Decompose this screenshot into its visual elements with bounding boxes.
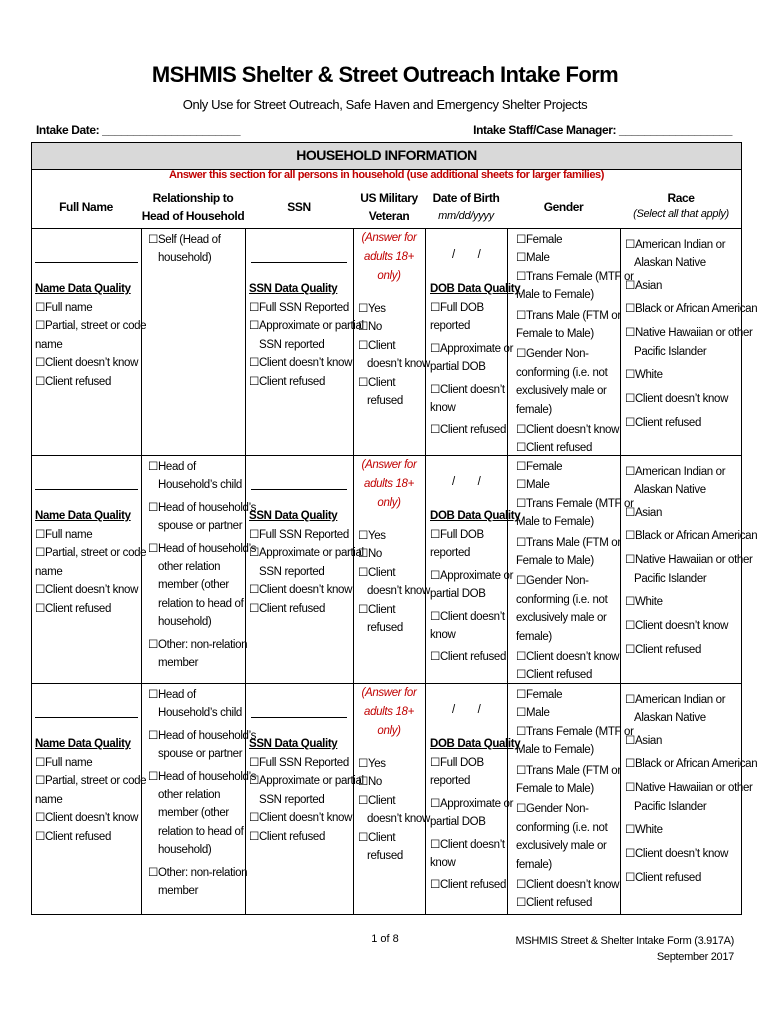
veteran-option[interactable]: ☐ Client <box>358 829 395 847</box>
footer-form-info <box>516 933 735 965</box>
ssn-quality-option[interactable]: ☐ Client refused <box>249 600 325 618</box>
header-relationship-2: Head of Household <box>141 209 245 223</box>
footer-form-date: September 2017 <box>656 951 734 963</box>
race-option-cont: Pacific Islander <box>634 573 707 585</box>
dob-quality-option[interactable]: ☐ Approximate or <box>430 567 513 585</box>
name-quality-option[interactable]: ☐ Client refused <box>35 828 111 846</box>
race-option[interactable]: ☐ Asian <box>625 504 662 522</box>
name-quality-option[interactable]: ☐ Full name <box>35 526 92 544</box>
header-relationship-1: Relationship to <box>152 191 234 205</box>
gender-option[interactable]: ☐ Gender Non- <box>516 345 589 363</box>
ssn-quality-option[interactable]: ☐ Client refused <box>249 828 325 846</box>
form-subtitle: Only Use for Street Outreach, Safe Haven and Emergency Shelter Projects <box>182 97 588 112</box>
form-title: MSHMIS Shelter & Street Outreach Intake Form <box>151 62 619 87</box>
section-title: HOUSEHOLD INFORMATION <box>296 147 477 163</box>
race-option[interactable]: ☐ Asian <box>625 277 662 295</box>
name-quality-option-cont: name <box>35 338 63 351</box>
gender-option[interactable]: ☐ Trans Male (FTM or <box>516 534 621 552</box>
race-option[interactable]: ☐ White <box>625 366 663 384</box>
gender-option-cont: female) <box>516 858 552 871</box>
dob-quality-option[interactable]: ☐ Approximate or <box>430 340 513 358</box>
gender-option[interactable]: ☐ Client doesn’t know <box>516 876 619 894</box>
race-option[interactable]: ☐ White <box>625 821 663 839</box>
dob-quality-title: DOB Data Quality <box>430 510 521 522</box>
header-dob-format: mm/dd/yyyy <box>438 210 494 222</box>
gender-option[interactable]: ☐ Client refused <box>516 439 592 457</box>
relationship-option-cont: household) <box>158 616 212 629</box>
dob-quality-option[interactable]: ☐ Full DOB <box>430 754 484 772</box>
ssn-quality-option[interactable]: ☐ Approximate or partial <box>249 772 364 790</box>
veteran-option-cont: doesn’t know <box>367 358 430 371</box>
relationship-option-cont: spouse or partner <box>158 520 243 533</box>
dob-quality-option[interactable]: ☐ Client refused <box>430 876 506 894</box>
dob-entry[interactable]: / / <box>452 476 481 488</box>
race-option[interactable]: ☐ Native Hawaiian or other <box>625 551 753 569</box>
dob-quality-option[interactable]: ☐ Client doesn’t <box>430 608 505 626</box>
race-option[interactable]: ☐ Black or African American <box>625 527 757 545</box>
ssn-quality-title: SSN Data Quality <box>249 510 338 522</box>
relationship-option-cont: relation to head of <box>158 597 244 610</box>
ssn-blank[interactable] <box>251 489 347 490</box>
name-quality-option[interactable]: ☐ Client doesn’t know <box>35 354 138 372</box>
race-option[interactable]: ☐ American Indian or <box>625 463 725 481</box>
race-option[interactable]: ☐ Client doesn’t know <box>625 845 728 863</box>
name-quality-option[interactable]: ☐ Partial, street or code <box>35 317 146 335</box>
gender-option[interactable]: ☐ Male <box>516 704 550 722</box>
relationship-option-cont: household) <box>158 844 212 857</box>
veteran-option-cont: doesn’t know <box>367 585 430 598</box>
relationship-option[interactable]: ☐ Other: non-relation <box>148 636 247 654</box>
veteran-option[interactable]: ☐ Client <box>358 564 395 582</box>
gender-option[interactable]: ☐ Gender Non- <box>516 800 589 818</box>
ssn-quality-option[interactable]: ☐ Client doesn’t know <box>249 581 352 599</box>
gender-option[interactable]: ☐ Client refused <box>516 894 592 912</box>
header-ssn: SSN <box>287 200 311 214</box>
name-quality-option[interactable]: ☐ Partial, street or code <box>35 544 146 562</box>
name-quality-option-cont: name <box>35 793 63 806</box>
ssn-quality-option[interactable]: ☐ Client refused <box>249 373 325 391</box>
header-race-note: (Select all that apply) <box>633 208 729 220</box>
relationship-option-cont: relation to head of <box>158 825 244 838</box>
dob-quality-option-cont: reported <box>430 320 471 333</box>
ssn-quality-title: SSN Data Quality <box>249 283 338 295</box>
dob-quality-option-cont: reported <box>430 547 471 560</box>
gender-option[interactable]: ☐ Male <box>516 249 550 267</box>
relationship-option-cont: member <box>158 657 199 669</box>
relationship-option-cont: spouse or partner <box>158 748 243 761</box>
gender-option[interactable]: ☐ Client refused <box>516 666 592 684</box>
veteran-option[interactable]: ☐ No <box>358 545 382 563</box>
ssn-quality-option[interactable]: ☐ Client doesn’t know <box>249 809 352 827</box>
relationship-option-cont: other relation <box>158 561 221 573</box>
relationship-option[interactable]: ☐ Head of household’s <box>148 768 256 786</box>
veteran-note: adults 18+ <box>364 706 414 718</box>
race-option-cont: Pacific Islander <box>634 801 707 813</box>
veteran-option-cont: refused <box>367 395 403 407</box>
gender-option[interactable]: ☐ Trans Female (MTF or <box>516 268 634 286</box>
gender-option-cont: Female to Male) <box>516 328 594 340</box>
veteran-note: (Answer for <box>361 687 417 699</box>
name-quality-title: Name Data Quality <box>35 283 131 295</box>
gender-option-cont: exclusively male or <box>516 840 607 853</box>
dob-quality-option[interactable]: ☐ Client doesn’t <box>430 381 505 399</box>
column-divider <box>245 228 246 915</box>
relationship-option[interactable]: ☐ Head of household’s <box>148 540 256 558</box>
relationship-option[interactable]: ☐ Head of household’s <box>148 499 256 517</box>
veteran-option[interactable]: ☐ Client <box>358 792 395 810</box>
veteran-option[interactable]: ☐ No <box>358 318 382 336</box>
header-dob: Date of Birth <box>432 191 500 205</box>
name-quality-title: Name Data Quality <box>35 510 131 522</box>
gender-option[interactable]: ☐ Trans Female (MTF or <box>516 495 634 513</box>
gender-option[interactable]: ☐ Client doesn’t know <box>516 648 619 666</box>
gender-option-cont: female) <box>516 403 552 416</box>
dob-quality-option[interactable]: ☐ Client refused <box>430 421 506 439</box>
veteran-option-cont: doesn’t know <box>367 813 430 826</box>
name-quality-option[interactable]: ☐ Partial, street or code <box>35 772 146 790</box>
dob-quality-option-cont: partial DOB <box>430 816 486 829</box>
ssn-quality-title: SSN Data Quality <box>249 738 338 750</box>
race-option[interactable]: ☐ Black or African American <box>625 300 757 318</box>
gender-option[interactable]: ☐ Trans Female (MTF or <box>516 723 634 741</box>
relationship-option-cont: other relation <box>158 789 221 801</box>
dob-quality-option-cont: partial DOB <box>430 588 486 601</box>
race-option[interactable]: ☐ Black or African American <box>625 755 757 773</box>
dob-quality-option-cont: know <box>430 402 456 414</box>
veteran-option-cont: refused <box>367 850 403 862</box>
name-quality-option[interactable]: ☐ Client refused <box>35 600 111 618</box>
name-quality-option[interactable]: ☐ Client doesn’t know <box>35 581 138 599</box>
gender-option-cont: female) <box>516 630 552 643</box>
ssn-quality-option[interactable]: ☐ Approximate or partial <box>249 544 364 562</box>
veteran-note: (Answer for <box>361 232 417 244</box>
veteran-option[interactable]: ☐ Yes <box>358 755 386 773</box>
name-quality-option-cont: name <box>35 565 63 578</box>
veteran-note: only) <box>377 497 401 509</box>
ssn-quality-option-cont: SSN reported <box>259 565 325 578</box>
race-option[interactable]: ☐ Asian <box>625 732 662 750</box>
gender-option[interactable]: ☐ Female <box>516 686 562 704</box>
race-option-cont: Alaskan Native <box>634 484 706 496</box>
dob-quality-title: DOB Data Quality <box>430 283 521 295</box>
race-option-cont: Pacific Islander <box>634 346 707 358</box>
veteran-option[interactable]: ☐ Client <box>358 374 395 392</box>
relationship-option[interactable]: ☐ Head of <box>148 458 196 476</box>
ssn-quality-option-cont: SSN reported <box>259 338 325 351</box>
gender-option-cont: conforming (i.e. not <box>516 593 608 606</box>
gender-option-cont: conforming (i.e. not <box>516 366 608 379</box>
dob-quality-option[interactable]: ☐ Full DOB <box>430 299 484 317</box>
race-option[interactable]: ☐ American Indian or <box>625 691 725 709</box>
relationship-option-cont: member <box>158 885 199 897</box>
header-race: Race <box>667 191 695 205</box>
full-name-blank[interactable] <box>35 489 138 490</box>
dob-entry[interactable]: / / <box>452 704 481 716</box>
intake-staff-field[interactable]: Intake Staff/Case Manager: __________________ <box>473 123 732 137</box>
page-number: 1 of 8 <box>371 933 399 945</box>
race-option[interactable]: ☐ Client refused <box>625 414 701 432</box>
race-option[interactable]: ☐ Client refused <box>625 869 701 887</box>
veteran-option[interactable]: ☐ Yes <box>358 300 386 318</box>
race-option[interactable]: ☐ Native Hawaiian or other <box>625 779 753 797</box>
name-quality-option[interactable]: ☐ Client doesn’t know <box>35 809 138 827</box>
race-option[interactable]: ☐ Client refused <box>625 641 701 659</box>
dob-quality-option[interactable]: ☐ Approximate or <box>430 795 513 813</box>
relationship-option-cont: member (other <box>158 579 229 592</box>
ssn-quality-option[interactable]: ☐ Full SSN Reported <box>249 299 349 317</box>
relationship-option[interactable]: ☐ Head of <box>148 686 196 704</box>
ssn-quality-option[interactable]: ☐ Full SSN Reported <box>249 754 349 772</box>
dob-quality-option[interactable]: ☐ Client refused <box>430 648 506 666</box>
gender-option-cont: exclusively male or <box>516 385 607 398</box>
full-name-blank[interactable] <box>35 717 138 718</box>
veteran-option[interactable]: ☐ Client <box>358 337 395 355</box>
dob-quality-option-cont: know <box>430 629 456 641</box>
name-quality-option[interactable]: ☐ Full name <box>35 299 92 317</box>
gender-option-cont: Female to Male) <box>516 783 594 795</box>
race-option[interactable]: ☐ Native Hawaiian or other <box>625 324 753 342</box>
header-veteran-1: US Military <box>360 191 418 205</box>
gender-option-cont: Male to Female) <box>516 289 594 302</box>
footer-form-name: MSHMIS Street & Shelter Intake Form (3.917A) <box>515 935 734 947</box>
dob-quality-option-cont: know <box>430 857 456 869</box>
veteran-note: adults 18+ <box>364 251 414 263</box>
gender-option[interactable]: ☐ Trans Male (FTM or <box>516 307 621 325</box>
veteran-note: adults 18+ <box>364 478 414 490</box>
dob-quality-option[interactable]: ☐ Full DOB <box>430 526 484 544</box>
race-option[interactable]: ☐ White <box>625 593 663 611</box>
gender-option[interactable]: ☐ Client doesn’t know <box>516 421 619 439</box>
relationship-option-cont: Household’s child <box>158 707 242 720</box>
dob-quality-option-cont: reported <box>430 775 471 788</box>
relationship-option[interactable]: ☐ Head of household’s <box>148 727 256 745</box>
race-option-cont: Alaskan Native <box>634 712 706 724</box>
dob-quality-title: DOB Data Quality <box>430 738 521 750</box>
veteran-note: only) <box>377 725 401 737</box>
ssn-quality-option[interactable]: ☐ Full SSN Reported <box>249 526 349 544</box>
gender-option[interactable]: ☐ Male <box>516 476 550 494</box>
ssn-quality-option[interactable]: ☐ Approximate or partial <box>249 317 364 335</box>
gender-option[interactable]: ☐ Female <box>516 231 562 249</box>
veteran-note: (Answer for <box>361 459 417 471</box>
relationship-option[interactable]: ☐ Other: non-relation <box>148 864 247 882</box>
dob-entry[interactable]: / / <box>452 249 481 261</box>
race-option[interactable]: ☐ American Indian or <box>625 236 725 254</box>
dob-quality-option-cont: partial DOB <box>430 361 486 374</box>
gender-option[interactable]: ☐ Gender Non- <box>516 572 589 590</box>
veteran-option[interactable]: ☐ No <box>358 773 382 791</box>
ssn-blank[interactable] <box>251 717 347 718</box>
gender-option-cont: Male to Female) <box>516 744 594 757</box>
gender-option-cont: Male to Female) <box>516 516 594 529</box>
relationship-option-cont: Household’s child <box>158 479 242 492</box>
section-note: Answer this section for all persons in household (use additional sheets for larger families) <box>168 169 605 181</box>
ssn-blank[interactable] <box>251 262 347 263</box>
veteran-option[interactable]: ☐ Client <box>358 601 395 619</box>
column-divider <box>620 228 621 915</box>
full-name-blank[interactable] <box>35 262 138 263</box>
header-veteran-2: Veteran <box>368 209 410 223</box>
veteran-option-cont: refused <box>367 622 403 634</box>
gender-option[interactable]: ☐ Female <box>516 458 562 476</box>
race-option-cont: Alaskan Native <box>634 257 706 269</box>
ssn-quality-option[interactable]: ☐ Client doesn’t know <box>249 354 352 372</box>
name-quality-option[interactable]: ☐ Full name <box>35 754 92 772</box>
relationship-option-cont: household) <box>158 252 212 265</box>
relationship-option-cont: member (other <box>158 807 229 820</box>
relationship-option[interactable]: ☐ Self (Head of <box>148 231 221 249</box>
name-quality-option[interactable]: ☐ Client refused <box>35 373 111 391</box>
gender-option-cont: conforming (i.e. not <box>516 821 608 834</box>
header-full-name: Full Name <box>59 200 113 214</box>
gender-option-cont: exclusively male or <box>516 612 607 625</box>
ssn-quality-option-cont: SSN reported <box>259 793 325 806</box>
name-quality-title: Name Data Quality <box>35 738 131 750</box>
veteran-option[interactable]: ☐ Yes <box>358 527 386 545</box>
header-gender: Gender <box>543 200 584 214</box>
veteran-note: only) <box>377 270 401 282</box>
gender-option[interactable]: ☐ Trans Male (FTM or <box>516 762 621 780</box>
race-option[interactable]: ☐ Client doesn’t know <box>625 390 728 408</box>
intake-date-field[interactable]: Intake Date: ______________________ <box>36 123 241 137</box>
dob-quality-option[interactable]: ☐ Client doesn’t <box>430 836 505 854</box>
race-option[interactable]: ☐ Client doesn’t know <box>625 617 728 635</box>
gender-option-cont: Female to Male) <box>516 555 594 567</box>
